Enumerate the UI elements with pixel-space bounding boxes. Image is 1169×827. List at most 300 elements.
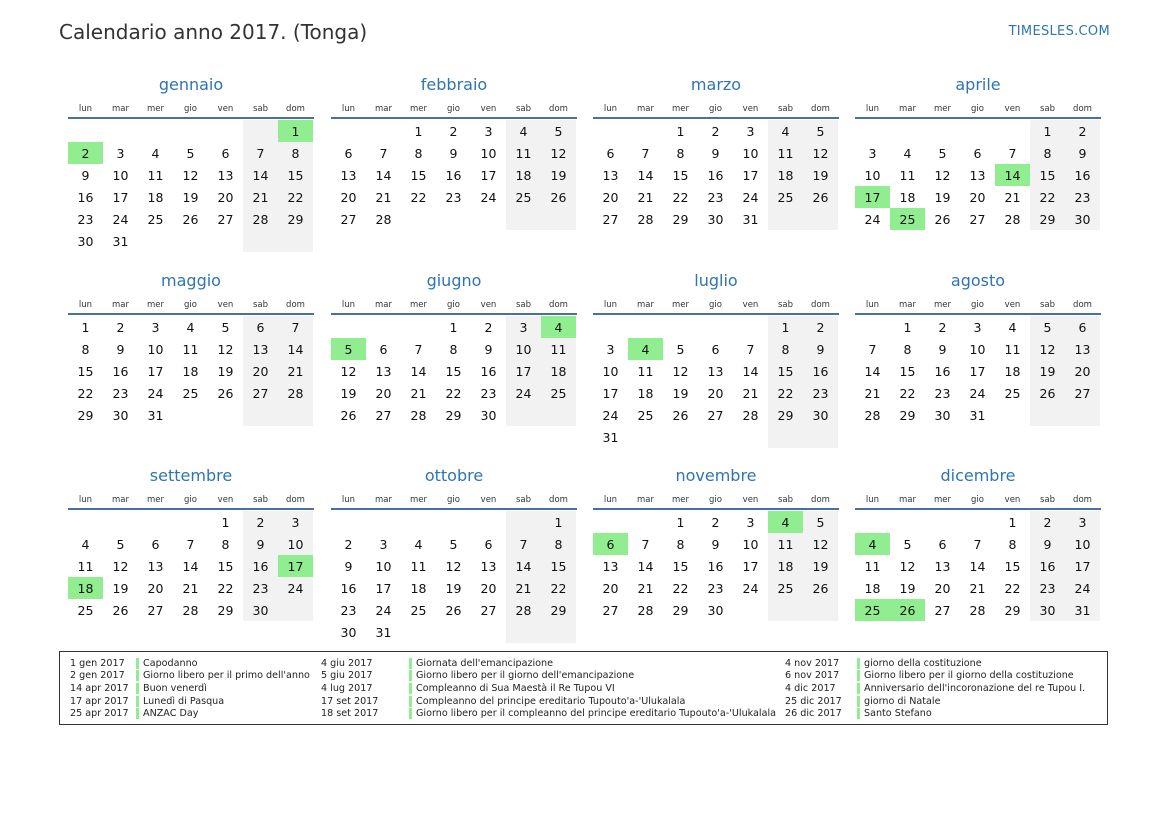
day-cell: 27: [602, 602, 619, 618]
day-cell: 30: [77, 233, 94, 249]
day-cell: 8: [1008, 536, 1017, 552]
day-cell: 11: [899, 167, 916, 183]
empty-cell: [925, 511, 960, 533]
day-cell: 15: [899, 363, 916, 379]
holiday-day-cell: 25: [855, 599, 890, 621]
weekday-header: [68, 297, 314, 315]
day-cell: 29: [77, 407, 94, 423]
weekday-label: mer: [933, 495, 951, 505]
day-cell: 16: [445, 167, 462, 183]
page-title: Calendario anno 2017. (Tonga): [59, 20, 368, 44]
weekday-label: mar: [637, 495, 654, 505]
day-cell: 9: [344, 558, 353, 574]
holiday-date: 25 apr 2017: [70, 708, 129, 720]
day-cell: 16: [707, 558, 724, 574]
day-cell: 25: [410, 602, 427, 618]
holiday-day-cell: 1: [278, 120, 313, 142]
day-cell: 6: [484, 536, 493, 552]
day-cell: 10: [1065, 533, 1100, 555]
holiday-row: [785, 707, 1085, 720]
empty-cell: [436, 621, 471, 643]
day-cell: 11: [768, 142, 803, 164]
holiday-name: Giornata dell'emancipazione: [409, 658, 553, 669]
empty-cell: [278, 599, 313, 621]
weekday-label: mar: [637, 300, 654, 310]
day-cell: 24: [742, 580, 759, 596]
weekday-label: lun: [341, 300, 356, 310]
day-cell: 1: [1008, 514, 1017, 530]
day-cell: 11: [768, 533, 803, 555]
day-cell: 21: [278, 360, 313, 382]
day-grid: [68, 511, 314, 621]
day-cell: 15: [1030, 164, 1065, 186]
holiday-row: [70, 695, 310, 708]
day-cell: 30: [340, 624, 357, 640]
day-cell: 15: [410, 167, 427, 183]
weekday-label: dom: [549, 300, 568, 310]
weekday-label: gio: [184, 300, 197, 310]
day-cell: 1: [676, 123, 685, 139]
empty-cell: [768, 599, 803, 621]
empty-cell: [401, 208, 436, 230]
weekday-label: dom: [1073, 300, 1092, 310]
day-cell: 15: [1004, 558, 1021, 574]
day-cell: 19: [217, 363, 234, 379]
empty-cell: [471, 511, 506, 533]
day-cell: 30: [1030, 599, 1065, 621]
empty-cell: [208, 230, 243, 252]
day-cell: 18: [864, 580, 881, 596]
day-cell: 19: [182, 189, 199, 205]
day-grid: [593, 511, 839, 621]
day-cell: 20: [602, 580, 619, 596]
day-cell: 21: [864, 385, 881, 401]
day-cell: 20: [602, 189, 619, 205]
weekday-label: dom: [811, 104, 830, 114]
day-cell: 25: [541, 382, 576, 404]
day-cell: 18: [182, 363, 199, 379]
day-cell: 4: [1008, 319, 1017, 335]
site-link[interactable]: TIMESLES.COM: [1008, 24, 1110, 39]
day-cell: 24: [742, 189, 759, 205]
day-cell: 13: [480, 558, 497, 574]
day-cell: 30: [707, 211, 724, 227]
day-cell: 9: [803, 338, 838, 360]
month-name: luglio: [694, 271, 738, 290]
day-cell: 7: [973, 536, 982, 552]
day-cell: 15: [278, 164, 313, 186]
weekday-label: dom: [811, 300, 830, 310]
day-cell: 4: [81, 536, 90, 552]
day-cell: 20: [243, 360, 278, 382]
day-cell: 6: [606, 145, 615, 161]
day-cell: 23: [112, 385, 129, 401]
holiday-name: Santo Stefano: [857, 708, 932, 719]
holiday-row: [321, 657, 776, 670]
weekday-label: sab: [777, 104, 794, 114]
day-cell: 29: [899, 407, 916, 423]
day-cell: 14: [410, 363, 427, 379]
holiday-day-cell: 5: [331, 338, 366, 360]
weekday-label: ven: [480, 104, 497, 114]
day-cell: 4: [903, 145, 912, 161]
holiday-date: 17 set 2017: [321, 695, 379, 707]
day-cell: 18: [768, 164, 803, 186]
day-cell: 28: [969, 602, 986, 618]
empty-cell: [628, 511, 663, 533]
empty-cell: [506, 208, 541, 230]
day-cell: 21: [375, 189, 392, 205]
empty-cell: [366, 120, 401, 142]
weekday-label: lun: [78, 495, 93, 505]
empty-cell: [138, 230, 173, 252]
day-cell: 14: [969, 558, 986, 574]
day-cell: 11: [506, 142, 541, 164]
day-cell: 11: [77, 558, 94, 574]
weekday-label: lun: [603, 495, 618, 505]
holiday-row: [321, 707, 776, 720]
day-cell: 24: [480, 189, 497, 205]
day-cell: 20: [340, 189, 357, 205]
day-cell: 22: [1030, 186, 1065, 208]
month-name: agosto: [950, 271, 1006, 290]
month-9: [68, 466, 314, 621]
day-cell: 2: [803, 316, 838, 338]
day-cell: 30: [934, 407, 951, 423]
day-cell: 3: [973, 319, 982, 335]
holiday-row: [70, 682, 310, 695]
day-cell: 26: [445, 602, 462, 618]
empty-cell: [506, 621, 541, 643]
month-name: febbraio: [420, 75, 488, 94]
weekday-label: ven: [217, 300, 234, 310]
day-cell: 3: [484, 123, 493, 139]
holiday-name: Giorno libero per il compleanno del principe ereditario Tupouto'a-'Ulukalala: [409, 708, 776, 719]
day-cell: 8: [541, 533, 576, 555]
day-cell: 18: [637, 385, 654, 401]
day-cell: 21: [243, 186, 278, 208]
day-cell: 1: [541, 511, 576, 533]
holiday-date: 26 dic 2017: [785, 708, 842, 720]
day-cell: 30: [803, 404, 838, 426]
day-cell: 13: [1065, 338, 1100, 360]
weekday-label: mer: [409, 104, 427, 114]
empty-cell: [1065, 404, 1100, 426]
holiday-day-cell: 17: [855, 186, 890, 208]
empty-cell: [803, 426, 838, 448]
day-cell: 8: [81, 341, 90, 357]
day-cell: 9: [449, 145, 458, 161]
day-cell: 10: [278, 533, 313, 555]
day-cell: 2: [449, 123, 458, 139]
day-grid: [68, 316, 314, 426]
day-cell: 11: [541, 338, 576, 360]
month-3: [593, 75, 839, 230]
day-cell: 7: [641, 536, 650, 552]
day-cell: 22: [445, 385, 462, 401]
empty-cell: [628, 120, 663, 142]
day-cell: 9: [1030, 533, 1065, 555]
weekday-label: lun: [603, 300, 618, 310]
weekday-label: dom: [549, 104, 568, 114]
day-cell: 29: [1030, 208, 1065, 230]
weekday-label: mar: [112, 104, 129, 114]
day-cell: 19: [1030, 360, 1065, 382]
day-cell: 20: [1065, 360, 1100, 382]
weekday-label: dom: [286, 300, 305, 310]
day-cell: 15: [217, 558, 234, 574]
day-cell: 19: [672, 385, 689, 401]
weekday-label: mer: [671, 104, 689, 114]
empty-cell: [278, 404, 313, 426]
day-cell: 17: [375, 580, 392, 596]
weekday-label: dom: [549, 495, 568, 505]
day-cell: 23: [707, 580, 724, 596]
day-cell: 29: [1004, 602, 1021, 618]
weekday-label: sab: [252, 300, 269, 310]
day-cell: 10: [742, 145, 759, 161]
day-cell: 30: [1065, 208, 1100, 230]
day-grid: [331, 316, 577, 426]
weekday-header: [331, 101, 577, 119]
day-cell: 26: [182, 211, 199, 227]
day-cell: 7: [243, 142, 278, 164]
holiday-row: [70, 707, 310, 720]
day-cell: 28: [410, 407, 427, 423]
empty-cell: [366, 511, 401, 533]
day-grid: [855, 316, 1101, 426]
weekday-label: lun: [341, 495, 356, 505]
day-cell: 13: [243, 338, 278, 360]
month-8: [855, 271, 1101, 426]
month-name: marzo: [690, 75, 742, 94]
day-cell: 12: [182, 167, 199, 183]
empty-cell: [243, 404, 278, 426]
day-cell: 5: [116, 536, 125, 552]
empty-cell: [733, 426, 768, 448]
empty-cell: [331, 316, 366, 338]
day-cell: 16: [707, 167, 724, 183]
day-cell: 12: [934, 167, 951, 183]
day-cell: 22: [1004, 580, 1021, 596]
empty-cell: [436, 208, 471, 230]
day-cell: 17: [112, 189, 129, 205]
day-cell: 10: [375, 558, 392, 574]
day-cell: 11: [1004, 341, 1021, 357]
day-cell: 18: [147, 189, 164, 205]
day-cell: 14: [278, 338, 313, 360]
day-cell: 24: [506, 382, 541, 404]
day-cell: 14: [375, 167, 392, 183]
holiday-row: [321, 695, 776, 708]
day-cell: 3: [868, 145, 877, 161]
weekday-label: gio: [709, 104, 722, 114]
day-cell: 9: [116, 341, 125, 357]
holiday-name: Capodanno: [136, 658, 198, 669]
holiday-date: 5 giu 2017: [321, 670, 373, 682]
day-cell: 5: [1030, 316, 1065, 338]
day-cell: 26: [803, 577, 838, 599]
day-cell: 17: [602, 385, 619, 401]
weekday-header: [593, 101, 839, 119]
day-cell: 2: [1065, 120, 1100, 142]
day-cell: 19: [803, 555, 838, 577]
empty-cell: [733, 316, 768, 338]
day-cell: 21: [506, 577, 541, 599]
holiday-day-cell: 6: [593, 533, 628, 555]
holiday-row: [785, 695, 1085, 708]
empty-cell: [733, 599, 768, 621]
empty-cell: [401, 511, 436, 533]
weekday-label: mar: [375, 300, 392, 310]
month-12: [855, 466, 1101, 621]
day-cell: 14: [182, 558, 199, 574]
weekday-label: ven: [742, 495, 759, 505]
day-cell: 22: [217, 580, 234, 596]
month-name: novembre: [675, 466, 757, 485]
empty-cell: [768, 208, 803, 230]
day-cell: 5: [186, 145, 195, 161]
empty-cell: [208, 120, 243, 142]
day-cell: 15: [672, 558, 689, 574]
weekday-label: lun: [341, 104, 356, 114]
day-cell: 22: [672, 580, 689, 596]
day-cell: 10: [742, 536, 759, 552]
day-cell: 22: [278, 186, 313, 208]
day-cell: 19: [803, 164, 838, 186]
holiday-name: giorno di Natale: [857, 696, 940, 707]
empty-cell: [103, 511, 138, 533]
month-name: ottobre: [424, 466, 484, 485]
day-cell: 24: [147, 385, 164, 401]
month-1: [68, 75, 314, 252]
weekday-label: lun: [603, 104, 618, 114]
day-cell: 3: [278, 511, 313, 533]
empty-cell: [366, 316, 401, 338]
empty-cell: [68, 120, 103, 142]
day-cell: 26: [672, 407, 689, 423]
empty-cell: [68, 511, 103, 533]
day-cell: 8: [768, 338, 803, 360]
weekday-label: sab: [252, 495, 269, 505]
holiday-name: Giorno libero per il primo dell'anno: [136, 670, 310, 681]
day-cell: 17: [506, 360, 541, 382]
holiday-day-cell: 4: [855, 533, 890, 555]
weekday-label: mar: [899, 104, 916, 114]
day-cell: 17: [480, 167, 497, 183]
day-cell: 28: [1004, 211, 1021, 227]
day-cell: 11: [147, 167, 164, 183]
day-cell: 10: [506, 338, 541, 360]
day-cell: 27: [340, 211, 357, 227]
day-cell: 7: [1008, 145, 1017, 161]
weekday-label: mer: [409, 300, 427, 310]
day-cell: 16: [934, 363, 951, 379]
weekday-label: dom: [811, 495, 830, 505]
day-cell: 23: [803, 382, 838, 404]
day-cell: 6: [973, 145, 982, 161]
day-cell: 9: [711, 536, 720, 552]
day-cell: 13: [969, 167, 986, 183]
day-cell: 17: [742, 558, 759, 574]
day-cell: 30: [112, 407, 129, 423]
day-cell: 23: [445, 189, 462, 205]
holiday-name: Buon venerdì: [136, 683, 207, 694]
day-cell: 4: [151, 145, 160, 161]
empty-cell: [103, 120, 138, 142]
weekday-label: sab: [252, 104, 269, 114]
day-cell: 31: [742, 211, 759, 227]
weekday-label: mer: [933, 300, 951, 310]
month-11: [593, 466, 839, 621]
day-cell: 20: [707, 385, 724, 401]
day-cell: 29: [445, 407, 462, 423]
holiday-legend: [59, 651, 1108, 725]
day-cell: 17: [742, 167, 759, 183]
day-cell: 15: [672, 167, 689, 183]
day-cell: 16: [1065, 164, 1100, 186]
day-cell: 26: [340, 407, 357, 423]
month-name: maggio: [161, 271, 221, 290]
holiday-date: 4 dic 2017: [785, 682, 836, 694]
day-cell: 27: [707, 407, 724, 423]
day-grid: [68, 120, 314, 252]
weekday-label: mar: [899, 495, 916, 505]
weekday-header: [68, 101, 314, 119]
empty-cell: [593, 511, 628, 533]
day-cell: 1: [903, 319, 912, 335]
weekday-header: [331, 492, 577, 510]
day-cell: 26: [934, 211, 951, 227]
day-cell: 21: [742, 385, 759, 401]
day-cell: 23: [707, 189, 724, 205]
day-cell: 7: [414, 341, 423, 357]
day-cell: 22: [768, 382, 803, 404]
holiday-date: 4 lug 2017: [321, 682, 373, 694]
day-cell: 25: [506, 186, 541, 208]
weekday-label: gio: [447, 495, 460, 505]
day-cell: 28: [243, 208, 278, 230]
empty-cell: [541, 621, 576, 643]
weekday-header: [68, 492, 314, 510]
day-cell: 28: [506, 599, 541, 621]
day-cell: 8: [676, 145, 685, 161]
weekday-label: mar: [112, 495, 129, 505]
day-cell: 8: [414, 145, 423, 161]
day-cell: 29: [768, 404, 803, 426]
empty-cell: [663, 426, 698, 448]
day-cell: 28: [742, 407, 759, 423]
day-cell: 7: [868, 341, 877, 357]
empty-cell: [1030, 404, 1065, 426]
holiday-row: [321, 670, 776, 683]
holiday-name: giorno della costituzione: [857, 658, 982, 669]
day-cell: 24: [278, 577, 313, 599]
day-cell: 8: [903, 341, 912, 357]
holiday-date: 4 giu 2017: [321, 657, 373, 669]
weekday-label: gio: [184, 104, 197, 114]
day-cell: 3: [379, 536, 388, 552]
day-cell: 2: [711, 123, 720, 139]
day-cell: 7: [746, 341, 755, 357]
day-cell: 6: [151, 536, 160, 552]
month-name: aprile: [955, 75, 1001, 94]
day-cell: 3: [746, 123, 755, 139]
day-cell: 11: [410, 558, 427, 574]
empty-cell: [593, 120, 628, 142]
holiday-day-cell: 2: [68, 142, 103, 164]
weekday-label: mar: [899, 300, 916, 310]
